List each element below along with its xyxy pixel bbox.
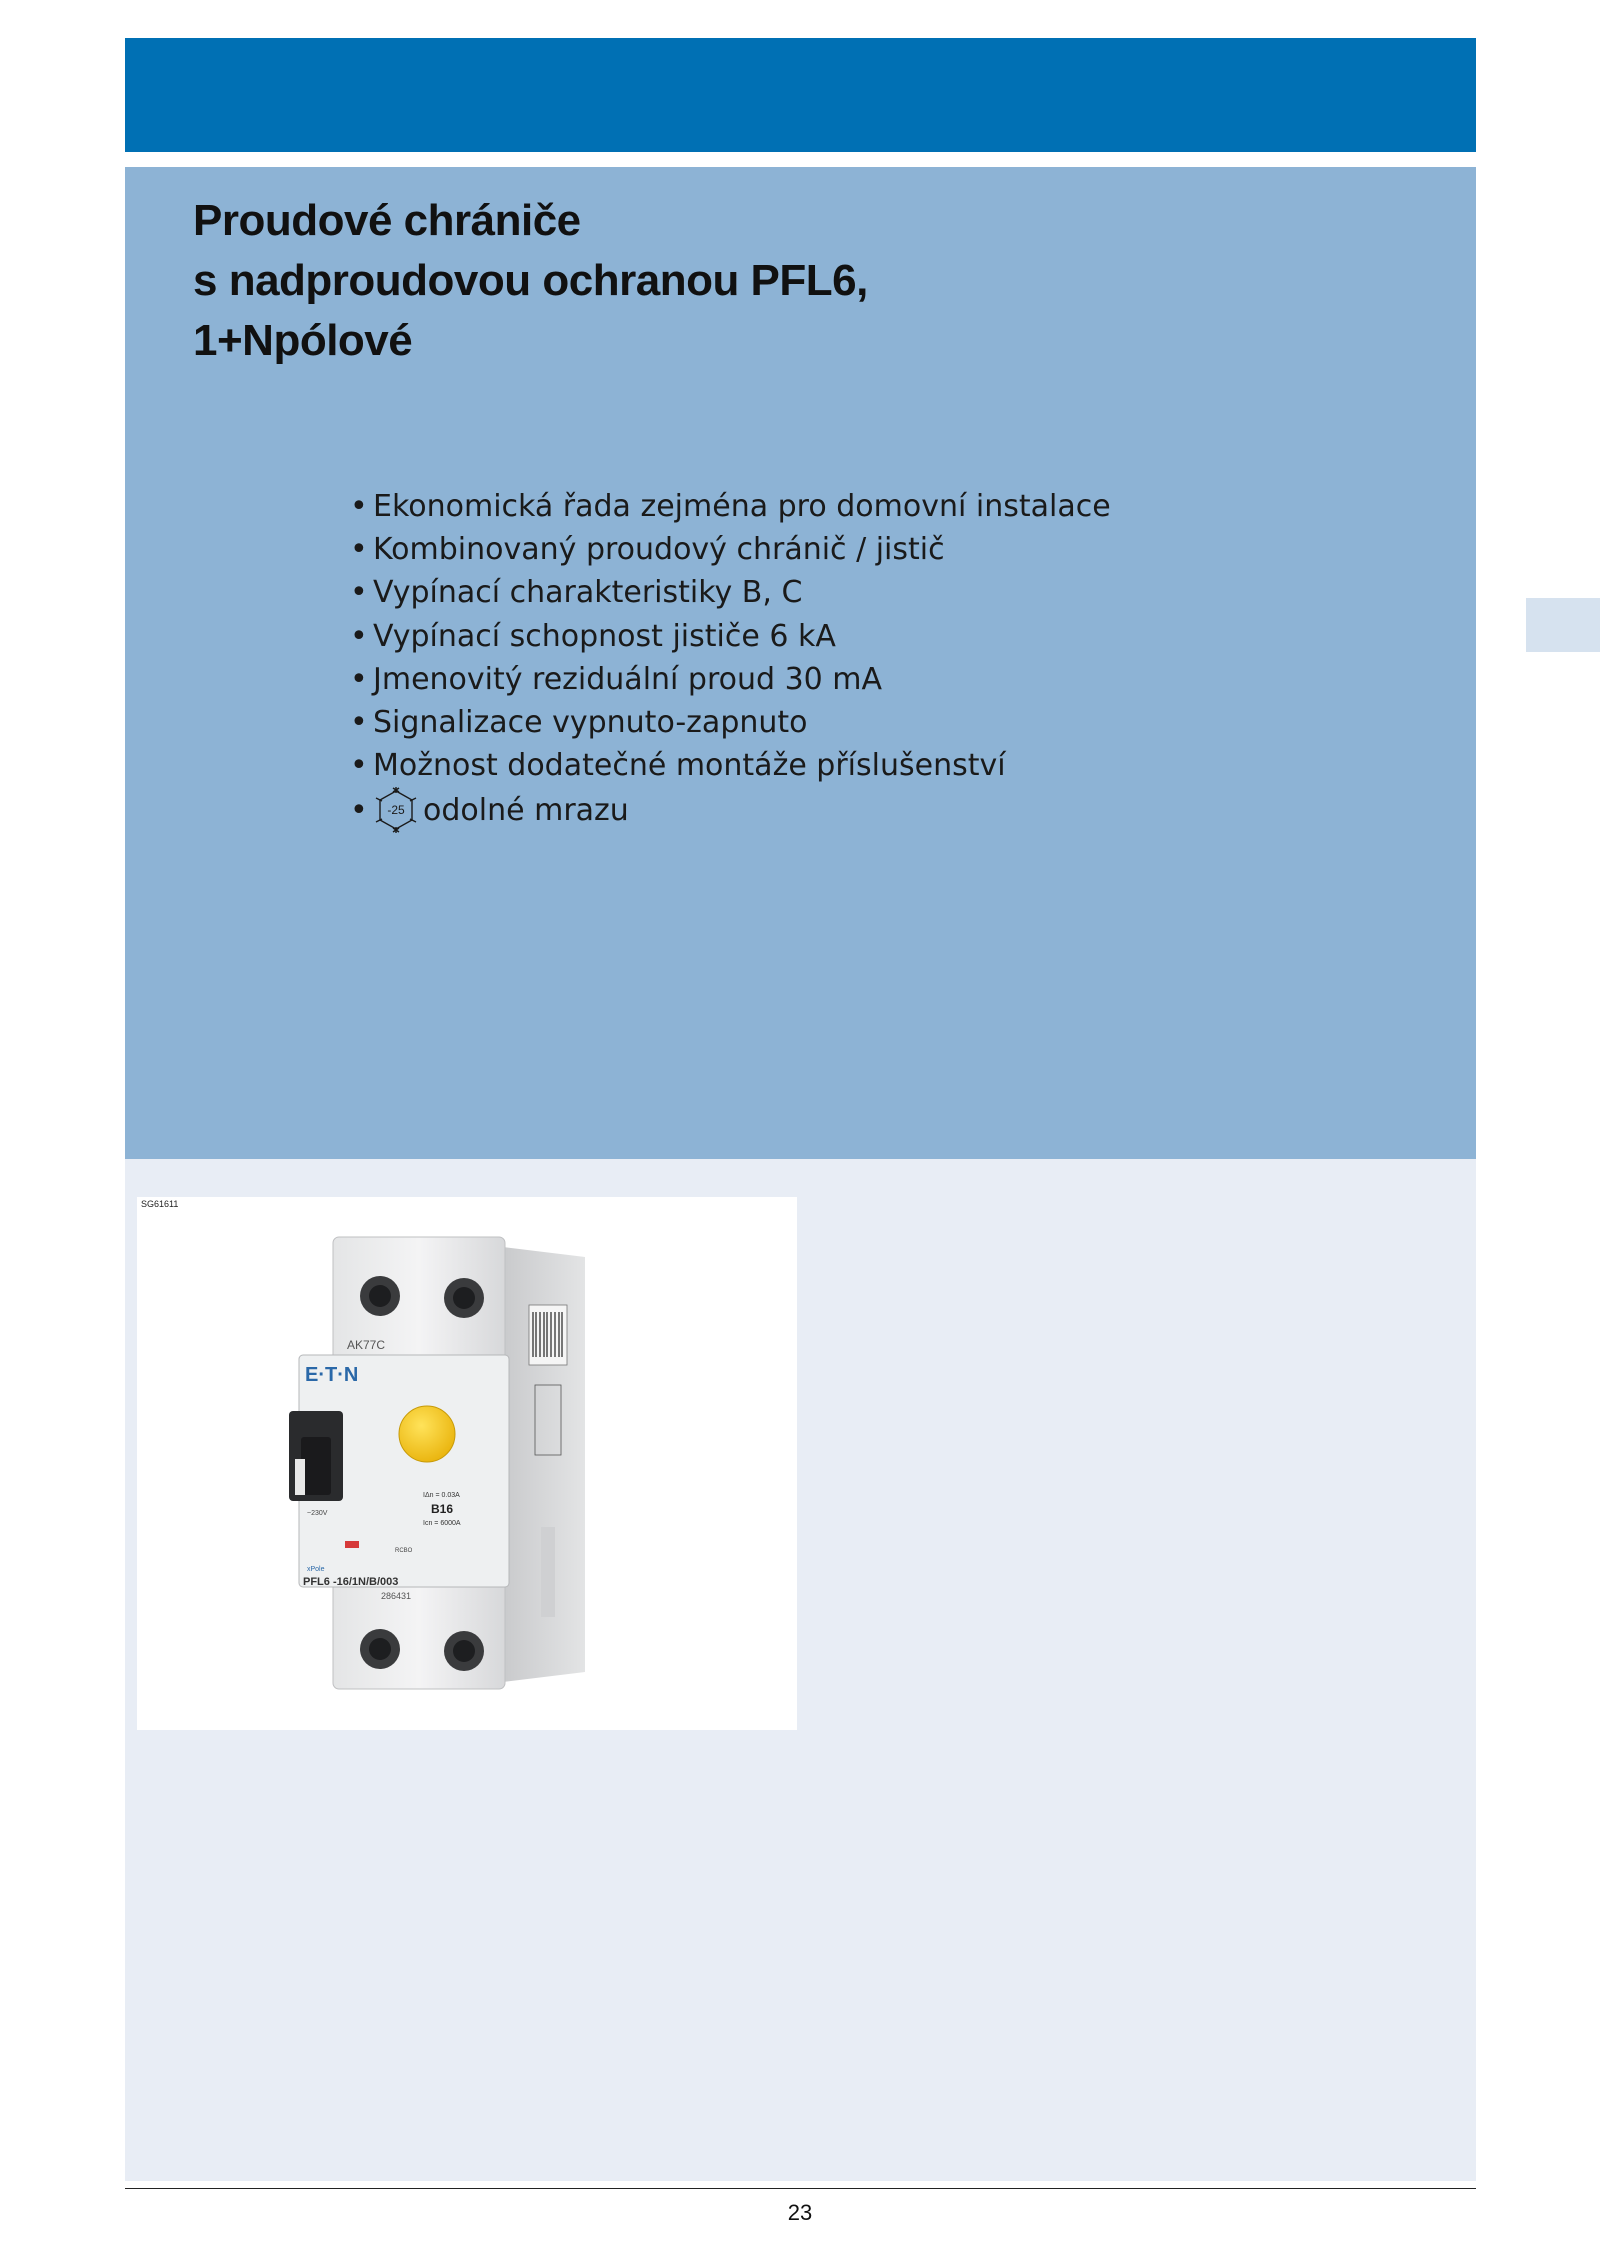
feature-item	[350, 571, 1111, 614]
photo-code: SG61611	[141, 1199, 179, 1209]
bullet: •	[350, 792, 368, 828]
feature-text: Signalizace vypnuto-zapnuto	[373, 705, 808, 741]
bullet: •	[350, 489, 368, 524]
feature-item-frost	[350, 787, 1111, 833]
page-title-line-3: 1+Npólové	[193, 316, 413, 365]
model-label: PFL6 -16/1N/B/003	[303, 1576, 399, 1588]
test-button	[399, 1406, 455, 1462]
bullet: •	[350, 575, 368, 611]
hero-panel	[125, 167, 1476, 1159]
bullet: •	[350, 532, 368, 568]
frost-icon-value: -25	[387, 803, 405, 818]
rating-icn: Icn = 6000A	[423, 1520, 461, 1527]
feature-item	[350, 615, 1111, 658]
toggle-lever-window	[295, 1459, 305, 1495]
header-bar	[125, 38, 1476, 152]
snowflake-badge-icon	[373, 787, 419, 833]
feature-item	[350, 744, 1111, 787]
device-body-bottom	[333, 1577, 505, 1689]
barcode-label	[529, 1305, 567, 1365]
lower-panel	[125, 1159, 1476, 2181]
page-title	[193, 191, 868, 371]
voltage-label: ~230V	[307, 1510, 328, 1517]
feature-text: Jmenovitý reziduální proud 30 mA	[373, 661, 883, 697]
rating-value: B16	[431, 1502, 454, 1516]
feature-text: Ekonomická řada zejména pro domovní instalace	[373, 489, 1111, 524]
feature-text: Možnost dodatečné montáže příslušenství	[373, 748, 1006, 784]
rcbo-device-image	[137, 1197, 797, 1730]
product-photo	[137, 1197, 797, 1730]
feature-text: Vypínací charakteristiky B, C	[373, 575, 803, 611]
rcbo-label: RCBO	[395, 1548, 413, 1554]
page-title-line-1: Proudové chrániče	[193, 196, 581, 245]
bullet: •	[350, 618, 368, 654]
status-indicator	[345, 1541, 359, 1548]
terminal-screw	[453, 1640, 475, 1662]
feature-text: Vypínací schopnost jističe 6 kA	[373, 618, 836, 654]
device-brand: E·T·N	[305, 1364, 359, 1386]
feature-item	[350, 701, 1111, 744]
feature-list	[350, 485, 1111, 833]
bullet: •	[350, 748, 368, 784]
rating-idn: IΔn = 0.03A	[423, 1492, 460, 1499]
footer-rule	[125, 2188, 1476, 2189]
page-number: 23	[787, 2200, 813, 2225]
feature-text: Kombinovaný proudový chránič / jistič	[373, 532, 945, 568]
side-tab	[1526, 598, 1600, 652]
bullet: •	[350, 661, 368, 697]
device-top-label: AK77C	[347, 1338, 386, 1352]
feature-text: odolné mrazu	[423, 792, 629, 828]
bullet: •	[350, 705, 368, 741]
page-title-line-2: s nadproudovou ochranou PFL6,	[193, 256, 868, 305]
feature-item	[350, 485, 1111, 528]
side-marking	[541, 1527, 555, 1617]
terminal-screw	[453, 1287, 475, 1309]
feature-item	[350, 528, 1111, 571]
model-prefix: xPole	[307, 1566, 325, 1573]
serial-label: 286431	[381, 1591, 412, 1601]
terminal-screw	[369, 1638, 391, 1660]
toggle-lever	[301, 1437, 331, 1495]
feature-item	[350, 658, 1111, 701]
terminal-screw	[369, 1285, 391, 1307]
